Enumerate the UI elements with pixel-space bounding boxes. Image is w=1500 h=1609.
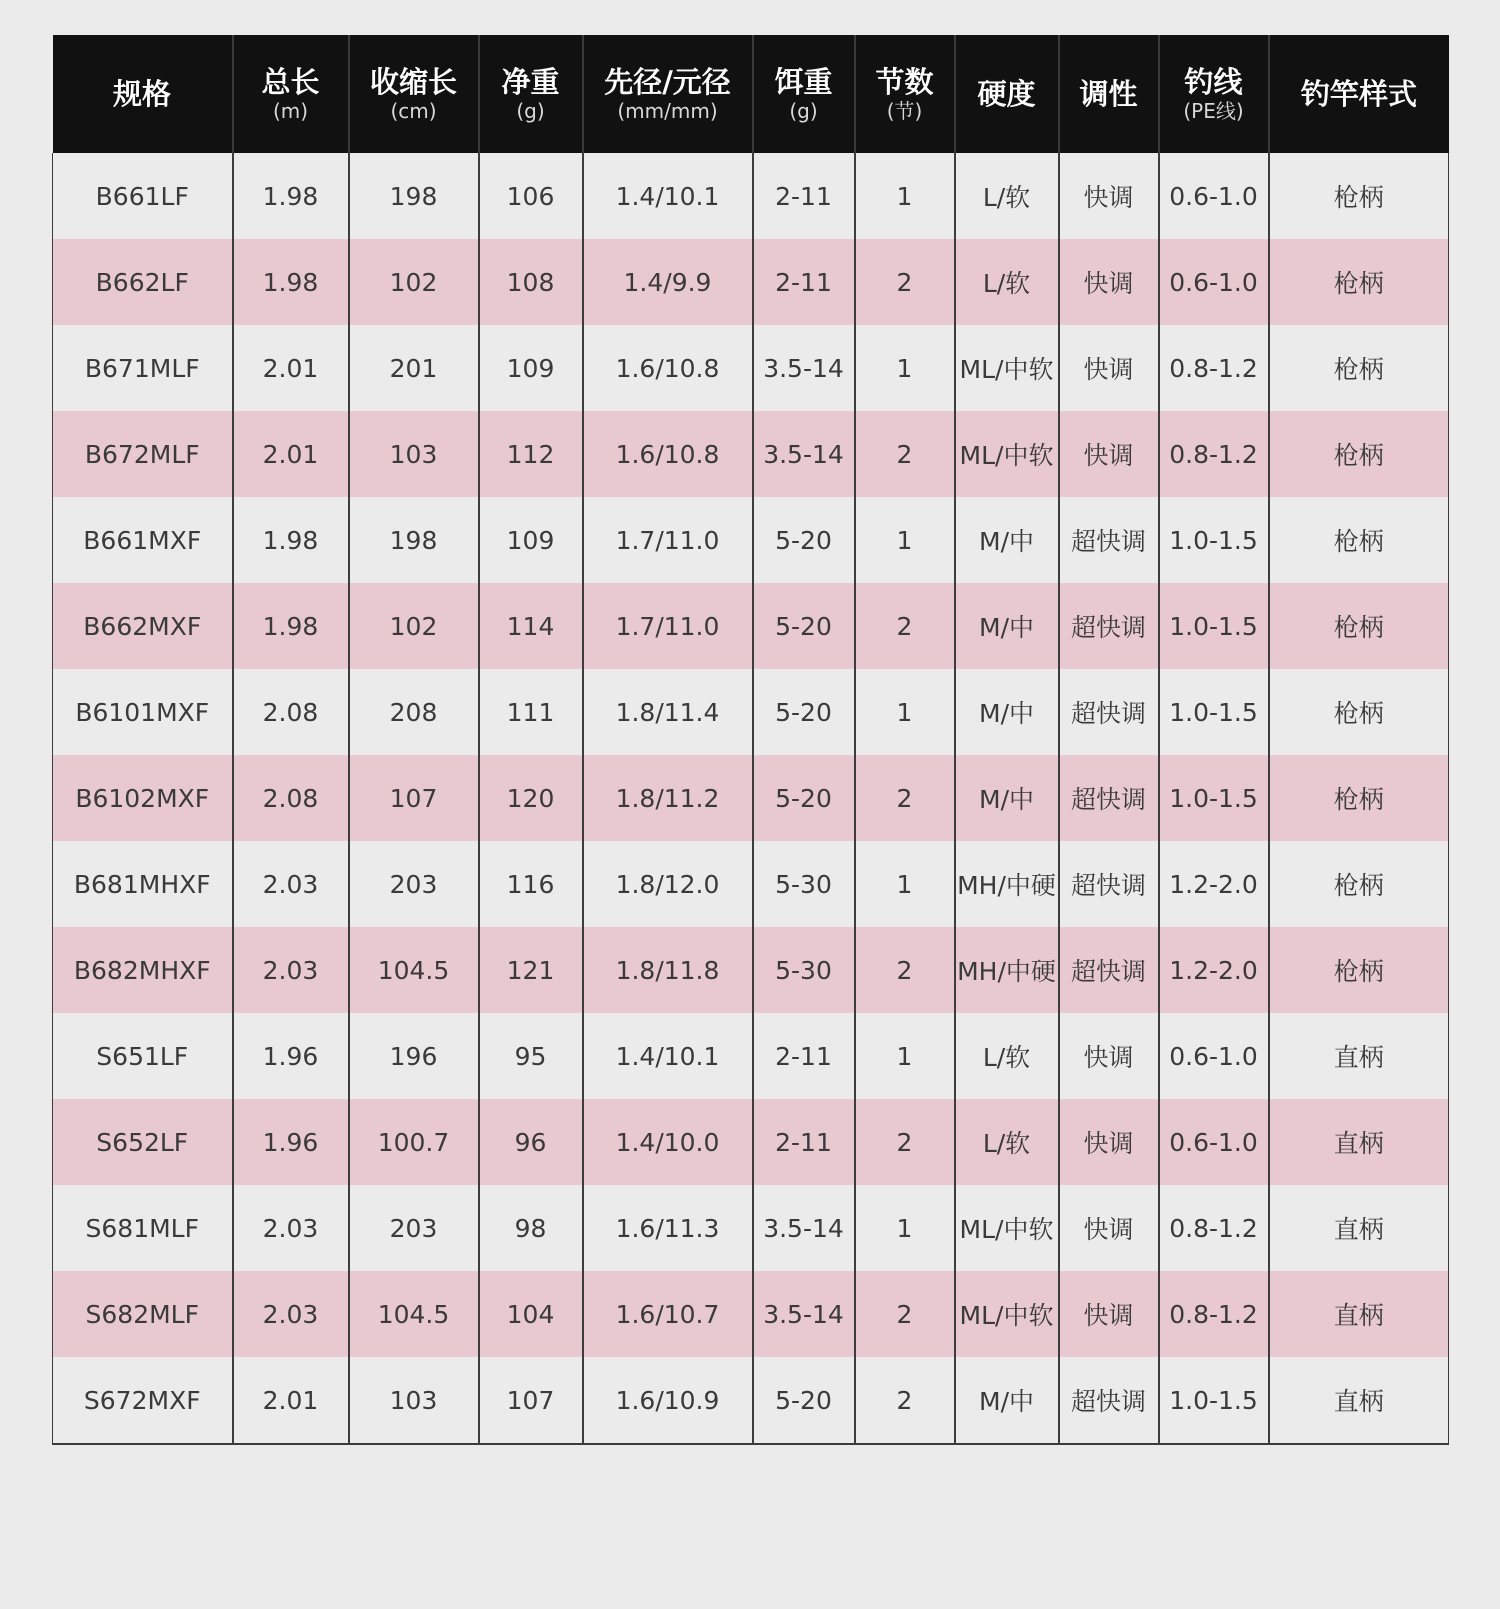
table-row	[53, 755, 1449, 841]
column-header	[53, 35, 233, 153]
table-cell: 5-20	[753, 755, 855, 841]
table-cell: 1.7/11.0	[583, 497, 753, 583]
table-cell: 快调	[1059, 1013, 1159, 1099]
column-header-label: 调性	[1079, 77, 1138, 111]
table-cell: 直柄	[1269, 1099, 1449, 1185]
table-cell: 超快调	[1059, 669, 1159, 755]
table-cell: S652LF	[53, 1099, 233, 1185]
column-header-label: 饵重	[774, 65, 833, 99]
table-cell: 208	[349, 669, 479, 755]
table-cell: 1	[855, 669, 955, 755]
column-header-label: 净重	[501, 65, 560, 99]
table-cell: 1.6/10.8	[583, 411, 753, 497]
table-cell: 1.6/10.7	[583, 1271, 753, 1357]
table-cell: ML/中软	[955, 1185, 1059, 1271]
table-cell: 快调	[1059, 325, 1159, 411]
table-cell: 枪柄	[1269, 325, 1449, 411]
table-cell: 1.0-1.5	[1159, 755, 1269, 841]
table-cell: 100.7	[349, 1099, 479, 1185]
table-cell: M/中	[955, 497, 1059, 583]
column-header	[1059, 35, 1159, 153]
table-cell: 1.98	[233, 239, 349, 325]
column-header-unit: (mm/mm)	[617, 99, 718, 123]
table-cell: 95	[479, 1013, 583, 1099]
table-cell: ML/中软	[955, 411, 1059, 497]
table-cell: B661MXF	[53, 497, 233, 583]
table-cell: 2-11	[753, 153, 855, 239]
table-cell: 快调	[1059, 1271, 1159, 1357]
table-row	[53, 153, 1449, 239]
table-cell: 枪柄	[1269, 153, 1449, 239]
table-cell: 198	[349, 153, 479, 239]
table-cell: 快调	[1059, 153, 1159, 239]
header-row	[53, 35, 1449, 153]
table-cell: L/软	[955, 1013, 1059, 1099]
table-cell: 快调	[1059, 1099, 1159, 1185]
table-cell: 102	[349, 239, 479, 325]
table-cell: 2-11	[753, 1099, 855, 1185]
table-cell: 1.98	[233, 583, 349, 669]
table-cell: 2	[855, 927, 955, 1013]
table-cell: 203	[349, 841, 479, 927]
table-cell: 102	[349, 583, 479, 669]
table-cell: 98	[479, 1185, 583, 1271]
table-cell: 1.0-1.5	[1159, 669, 1269, 755]
table-cell: 198	[349, 497, 479, 583]
table-row	[53, 1357, 1449, 1444]
table-cell: 枪柄	[1269, 669, 1449, 755]
table-cell: L/软	[955, 239, 1059, 325]
column-header	[955, 35, 1059, 153]
table-cell: 快调	[1059, 1185, 1159, 1271]
table-cell: 1.0-1.5	[1159, 583, 1269, 669]
table-cell: 1.8/11.8	[583, 927, 753, 1013]
table-cell: 超快调	[1059, 583, 1159, 669]
table-cell: 0.6-1.0	[1159, 239, 1269, 325]
table-cell: 1	[855, 1185, 955, 1271]
table-cell: 1.4/10.1	[583, 153, 753, 239]
table-cell: 1	[855, 1013, 955, 1099]
table-cell: B661LF	[53, 153, 233, 239]
table-cell: 枪柄	[1269, 497, 1449, 583]
table-cell: 1.6/10.9	[583, 1357, 753, 1444]
table-cell: 107	[349, 755, 479, 841]
table-cell: 0.6-1.0	[1159, 153, 1269, 239]
column-header	[583, 35, 753, 153]
table-cell: 2	[855, 755, 955, 841]
table-cell: B671MLF	[53, 325, 233, 411]
table-cell: 1.0-1.5	[1159, 1357, 1269, 1444]
table-cell: 2	[855, 1099, 955, 1185]
table-cell: 直柄	[1269, 1357, 1449, 1444]
table-cell: 快调	[1059, 239, 1159, 325]
table-row	[53, 1271, 1449, 1357]
table-cell: 快调	[1059, 411, 1159, 497]
table-cell: 2-11	[753, 1013, 855, 1099]
table-cell: 5-20	[753, 497, 855, 583]
column-header	[233, 35, 349, 153]
table-cell: 0.6-1.0	[1159, 1099, 1269, 1185]
table-cell: 2	[855, 1357, 955, 1444]
table-cell: 0.8-1.2	[1159, 411, 1269, 497]
column-header	[479, 35, 583, 153]
table-body	[53, 153, 1449, 1444]
table-cell: 1.96	[233, 1099, 349, 1185]
table-cell: 203	[349, 1185, 479, 1271]
table-cell: 108	[479, 239, 583, 325]
table-cell: 1.2-2.0	[1159, 927, 1269, 1013]
table-cell: 5-20	[753, 583, 855, 669]
table-cell: 2.03	[233, 841, 349, 927]
table-cell: ML/中软	[955, 325, 1059, 411]
table-cell: 5-20	[753, 1357, 855, 1444]
table-cell: 超快调	[1059, 755, 1159, 841]
column-header-label: 收缩长	[369, 65, 457, 99]
table-cell: 109	[479, 497, 583, 583]
table-cell: B681MHXF	[53, 841, 233, 927]
table-cell: L/软	[955, 153, 1059, 239]
column-header-label: 节数	[875, 65, 934, 99]
table-cell: 2-11	[753, 239, 855, 325]
table-cell: 112	[479, 411, 583, 497]
table-cell: 1.2-2.0	[1159, 841, 1269, 927]
table-cell: S682MLF	[53, 1271, 233, 1357]
table-cell: 104	[479, 1271, 583, 1357]
table-cell: 114	[479, 583, 583, 669]
table-cell: S681MLF	[53, 1185, 233, 1271]
table-row	[53, 1099, 1449, 1185]
table-cell: M/中	[955, 755, 1059, 841]
table-cell: 104.5	[349, 927, 479, 1013]
table-cell: 1.98	[233, 153, 349, 239]
table-cell: B6101MXF	[53, 669, 233, 755]
table-cell: B662MXF	[53, 583, 233, 669]
table-row	[53, 1013, 1449, 1099]
table-cell: 201	[349, 325, 479, 411]
table-cell: 96	[479, 1099, 583, 1185]
table-cell: 3.5-14	[753, 325, 855, 411]
table-cell: 3.5-14	[753, 411, 855, 497]
table-cell: M/中	[955, 583, 1059, 669]
table-cell: 1.4/10.1	[583, 1013, 753, 1099]
table-cell: 0.8-1.2	[1159, 1271, 1269, 1357]
table-cell: 104.5	[349, 1271, 479, 1357]
table-cell: 2	[855, 239, 955, 325]
table-cell: 106	[479, 153, 583, 239]
table-cell: S672MXF	[53, 1357, 233, 1444]
table-cell: 2.08	[233, 669, 349, 755]
table-cell: 1	[855, 325, 955, 411]
table-cell: 0.8-1.2	[1159, 325, 1269, 411]
table-cell: 103	[349, 411, 479, 497]
table-cell: 0.8-1.2	[1159, 1185, 1269, 1271]
column-header	[753, 35, 855, 153]
table-cell: S651LF	[53, 1013, 233, 1099]
table-cell: 3.5-14	[753, 1271, 855, 1357]
table-row	[53, 497, 1449, 583]
column-header-unit: (g)	[516, 99, 545, 123]
table-cell: 107	[479, 1357, 583, 1444]
table-cell: 直柄	[1269, 1271, 1449, 1357]
table-cell: 2	[855, 411, 955, 497]
table-cell: MH/中硬	[955, 841, 1059, 927]
table-row	[53, 927, 1449, 1013]
table-cell: ML/中软	[955, 1271, 1059, 1357]
table-row	[53, 841, 1449, 927]
table-cell: 超快调	[1059, 927, 1159, 1013]
table-cell: 枪柄	[1269, 755, 1449, 841]
table-cell: 1	[855, 153, 955, 239]
column-header-unit: (m)	[272, 99, 309, 123]
table-cell: 1	[855, 841, 955, 927]
table-cell: 超快调	[1059, 841, 1159, 927]
table-cell: B682MHXF	[53, 927, 233, 1013]
table-cell: 121	[479, 927, 583, 1013]
column-header-unit: (g)	[789, 99, 818, 123]
table-cell: 1.4/10.0	[583, 1099, 753, 1185]
table-cell: 3.5-14	[753, 1185, 855, 1271]
table-cell: 1.8/12.0	[583, 841, 753, 927]
table-cell: 2.01	[233, 411, 349, 497]
table-cell: 5-30	[753, 841, 855, 927]
table-cell: 109	[479, 325, 583, 411]
table-cell: 枪柄	[1269, 927, 1449, 1013]
table-cell: 1.98	[233, 497, 349, 583]
table-cell: 超快调	[1059, 1357, 1159, 1444]
table-cell: 1.0-1.5	[1159, 497, 1269, 583]
table-cell: 1.6/11.3	[583, 1185, 753, 1271]
table-cell: B662LF	[53, 239, 233, 325]
column-header	[1159, 35, 1269, 153]
column-header	[1269, 35, 1449, 153]
column-header-label: 硬度	[977, 77, 1036, 111]
table-cell: 枪柄	[1269, 411, 1449, 497]
column-header-label: 钓竿样式	[1300, 77, 1417, 111]
table-cell: 2.03	[233, 927, 349, 1013]
table-cell: M/中	[955, 669, 1059, 755]
table-cell: L/软	[955, 1099, 1059, 1185]
table-cell: 2.08	[233, 755, 349, 841]
table-cell: 5-30	[753, 927, 855, 1013]
table-row	[53, 325, 1449, 411]
table-cell: 1	[855, 497, 955, 583]
table-cell: 111	[479, 669, 583, 755]
table-row	[53, 1185, 1449, 1271]
table-cell: 1.8/11.4	[583, 669, 753, 755]
table-cell: 1.96	[233, 1013, 349, 1099]
table-cell: 5-20	[753, 669, 855, 755]
table-cell: M/中	[955, 1357, 1059, 1444]
table-cell: B6102MXF	[53, 755, 233, 841]
table-cell: 1.4/9.9	[583, 239, 753, 325]
table-cell: 枪柄	[1269, 239, 1449, 325]
table-cell: 2.03	[233, 1271, 349, 1357]
table-cell: 枪柄	[1269, 841, 1449, 927]
table-row	[53, 669, 1449, 755]
table-cell: 0.6-1.0	[1159, 1013, 1269, 1099]
table-cell: 2.01	[233, 1357, 349, 1444]
column-header-unit: (节)	[886, 99, 923, 123]
table-cell: 1.8/11.2	[583, 755, 753, 841]
table-row	[53, 583, 1449, 669]
table-cell: 103	[349, 1357, 479, 1444]
table-cell: 1.6/10.8	[583, 325, 753, 411]
table-cell: 2	[855, 1271, 955, 1357]
table-cell: 2.01	[233, 325, 349, 411]
table-cell: 196	[349, 1013, 479, 1099]
column-header-label: 先径/元径	[604, 65, 731, 99]
column-header	[855, 35, 955, 153]
table-row	[53, 411, 1449, 497]
table-cell: 120	[479, 755, 583, 841]
table-cell: 2.03	[233, 1185, 349, 1271]
table-cell: 直柄	[1269, 1013, 1449, 1099]
table-cell: MH/中硬	[955, 927, 1059, 1013]
table-cell: 2	[855, 583, 955, 669]
table-cell: 1.7/11.0	[583, 583, 753, 669]
column-header-label: 规格	[112, 77, 171, 111]
table-cell: B672MLF	[53, 411, 233, 497]
column-header	[349, 35, 479, 153]
column-header-label: 钓线	[1184, 65, 1243, 99]
table-row	[53, 239, 1449, 325]
table-cell: 枪柄	[1269, 583, 1449, 669]
column-header-unit: (PE线)	[1183, 99, 1244, 123]
table-cell: 超快调	[1059, 497, 1159, 583]
table-cell: 直柄	[1269, 1185, 1449, 1271]
column-header-label: 总长	[261, 65, 320, 99]
spec-table	[52, 35, 1449, 1445]
table-cell: 116	[479, 841, 583, 927]
column-header-unit: (cm)	[390, 99, 437, 123]
